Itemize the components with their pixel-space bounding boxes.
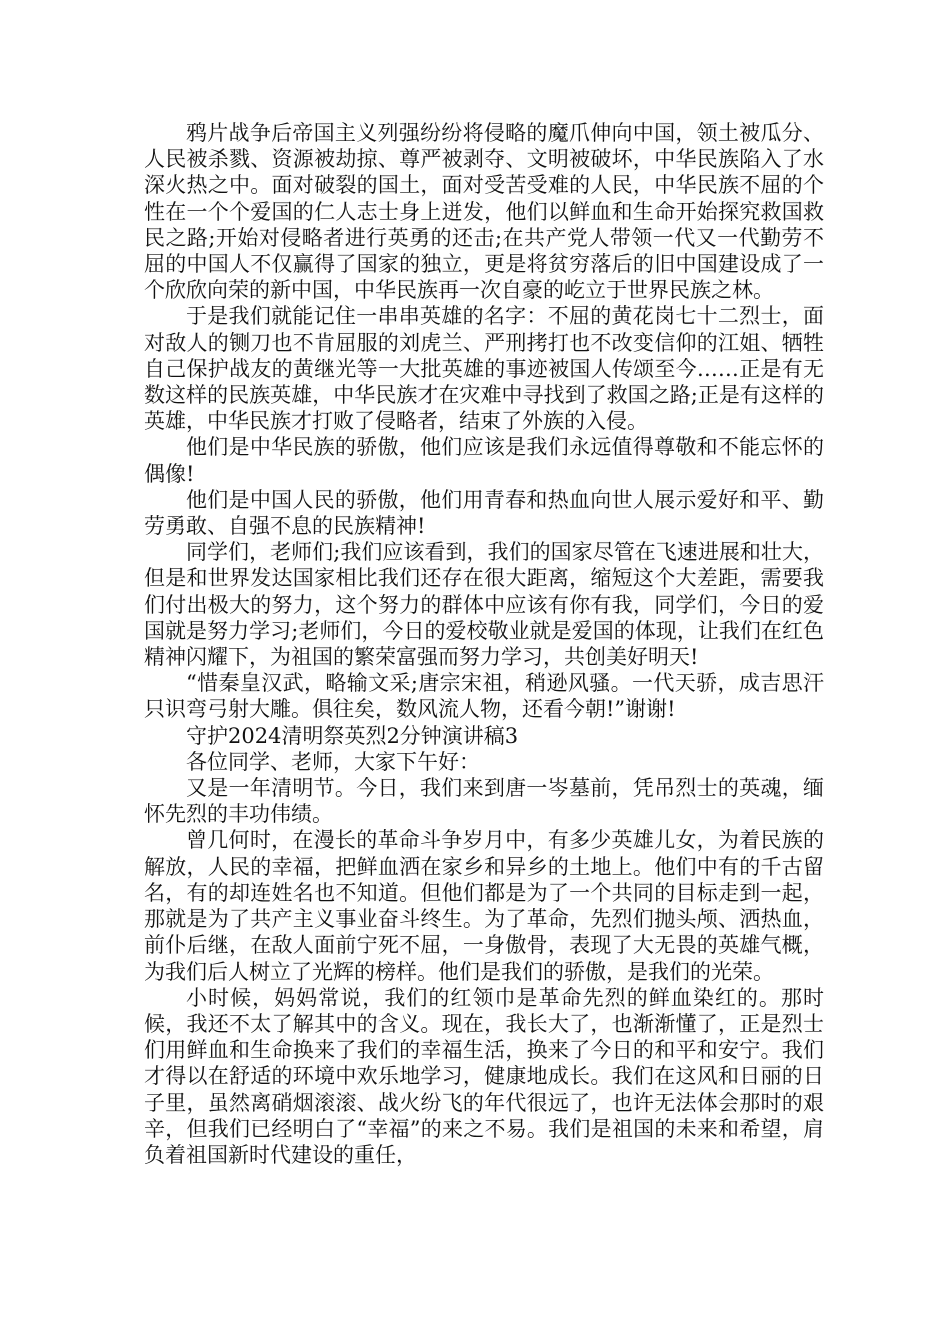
- section-title: 守护2024清明祭英烈2分钟演讲稿3: [186, 723, 519, 748]
- paragraph-students-teachers: 同学们，老师们;我们应该看到，我们的国家尽管在飞速进展和壮大，但是和世界发达国家相比我们还存在很大距离，缩短这个大差距，需要我们付出极大的努力，这个努力的群体中应该有你有我，同学们，今日的爱国就是努力学习;老师们，今日的爱校敬业就是爱国的体现，让我们在红色精神闪耀下，为祖国的繁荣富强而努力学习，共创美好明天!: [144, 540, 824, 670]
- document-body: [144, 120, 824, 1168]
- paragraph-pride-spirit: 他们是中国人民的骄傲，他们用青春和热血向世人展示爱好和平、勤劳勇敢、自强不息的民族精神!: [144, 487, 824, 539]
- paragraph-greeting: 各位同学、老师，大家下午好：: [186, 749, 480, 774]
- paragraph-heroes-names: 于是我们就能记住一串串英雄的名字：不屈的黄花岗七十二烈士，面对敌人的铡刀也不肯屈服的刘虎兰、严刑拷打也不改变信仰的江姐、牺牲自己保护战友的黄继光等一大批英雄的事迹被国人传颂至今……正是有无数这样的民族英雄，中华民族才在灾难中寻找到了救国之路;正是有这样的英雄，中华民族才打败了侵略者，结束了外族的入侵。: [144, 304, 824, 434]
- paragraph-poem-quote: “惜秦皇汉武，略输文采;唐宗宋祖，稍逊风骚。一代天骄，成吉思汗只识弯弓射大雕。俱往矣，数风流人物，还看今朝!”谢谢!: [144, 671, 824, 722]
- paragraph-opium-war: 鸦片战争后帝国主义列强纷纷将侵略的魔爪伸向中国，领土被瓜分、人民被杀戮、资源被劫掠、尊严被剥夺、文明被破坏，中华民族陷入了水深火热之中。面对破裂的国土，面对受苦受难的人民，中华民族不屈的个性在一个个爱国的仁人志士身上迸发，他们以鲜血和生命开始探究救国救民之路;开始对侵略者进行英勇的还击;在共产党人带领一代又一代勤劳不屈的中国人不仅赢得了国家的独立，更是将贫穷落后的旧中国建设成了一个欣欣向荣的新中国，中华民族再一次自豪的屹立于世界民族之林。: [144, 121, 824, 303]
- paragraph-revolution: 曾几何时，在漫长的革命斗争岁月中，有多少英雄儿女，为着民族的解放，人民的幸福，把鲜血洒在家乡和异乡的土地上。他们中有的千古留名，有的却连姓名也不知道。但他们都是为了一个共同的目标走到一起，那就是为了共产主义事业奋斗终生。为了革命，先烈们抛头颅、洒热血，前仆后继，在敌人面前宁死不屈，一身傲骨，表现了大无畏的英雄气概，为我们后人树立了光辉的榜样。他们是我们的骄傲，是我们的光荣。: [144, 828, 824, 984]
- paragraph-childhood: 小时候，妈妈常说，我们的红领巾是革命先烈的鲜血染红的。那时候，我还不太了解其中的含义。现在，我长大了，也渐渐懂了，正是烈士们用鲜血和生命换来了我们的幸福生活，换来了今日的和平和安宁。我们才得以在舒适的环境中欢乐地学习，健康地成长。我们在这风和日丽的日子里，虽然离硝烟滚滚、战火纷飞的年代很远了，也许无法体会那时的艰辛，但我们已经明白了“幸福”的来之不易。我们是祖国的未来和希望，肩负着祖国新时代建设的重任，: [144, 985, 824, 1167]
- paragraph-qingming: 又是一年清明节。今日，我们来到唐一岑墓前，凭吊烈士的英魂，缅怀先烈的丰功伟绩。: [144, 776, 824, 827]
- paragraph-pride-idols: 他们是中华民族的骄傲，他们应该是我们永远值得尊敬和不能忘怀的偶像!: [144, 435, 824, 486]
